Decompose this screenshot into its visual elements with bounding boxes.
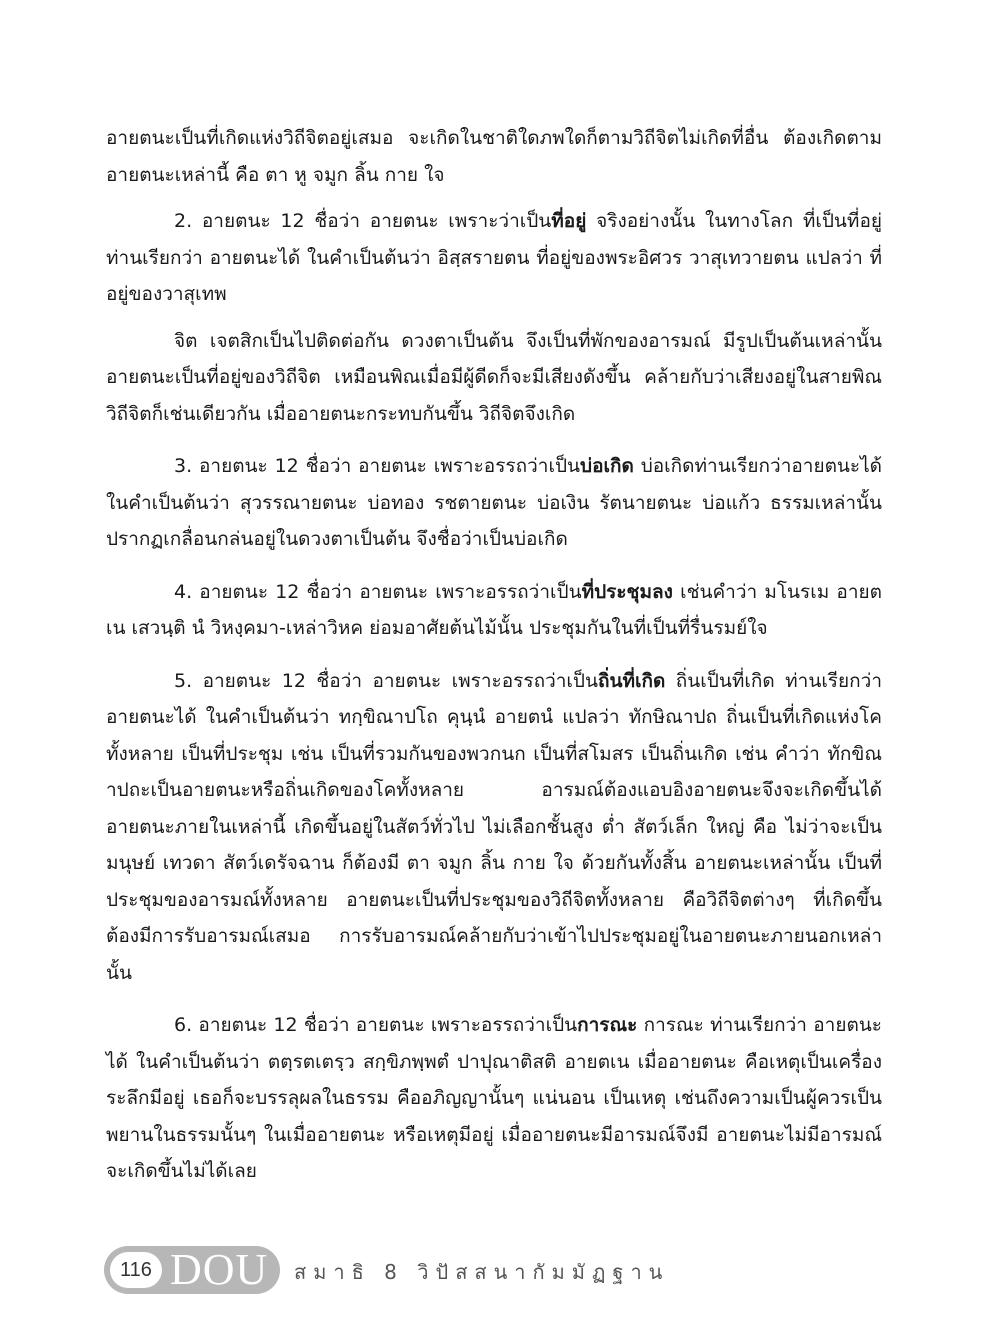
item-3-keyword: บ่อเกิด xyxy=(580,455,634,477)
paragraph-item-6 xyxy=(106,1007,882,1190)
page-footer xyxy=(104,1246,684,1296)
book-title: สมาธิ 8 วิปัสสนากัมมัฏฐาน xyxy=(294,1260,670,1284)
page-body xyxy=(106,120,882,1190)
paragraph-item-3 xyxy=(106,448,882,558)
paragraph-item-4 xyxy=(106,574,882,647)
item-5-keyword: ถิ่นที่เกิด xyxy=(597,669,666,692)
item-3-text: 3. อายตนะ 12 ชื่อว่า อายตนะ เพราะอรรถว่าเป็น xyxy=(174,455,581,477)
paragraph-citta: จิต เจตสิกเป็นไปติดต่อกัน ดวงตาเป็นต้น จึงเป็นที่พักของอารมณ์ มีรูปเป็นต้นเหล่านั้น อายตนะเป็นที่อยู่ของวิถีจิต เหมือนพิณเมื่อมีผู้ดีดก็จะมีเสียงดังขึ้น คล้ายกับว่าเสียงอยู่ในสายพิณ วิถีจิตก็เช่นเดียวกัน เมื่ออายตนะกระทบกันขึ้น วิถีจิตจึงเกิด xyxy=(106,329,882,425)
item-6-text-rest: การณะ ท่านเรียกว่า อายตนะได้ ในคำเป็นต้นว่า ตตฺรตเตรฺว สกฺขิภพฺพตํ ปาปุณาติสติ อายตเน เมื่ออายตนะ คือเหตุเป็นเครื่องระลึกมีอยู่ เธอก็จะบรรลุผลในธรรม คืออภิญญานั้นๆ แน่นอน เป็นเหตุ เช่นถึงความเป็นผู้ควรเป็นพยานในธรรมนั้นๆ ในเมื่ออายตนะ หรือเหตุมีอยู่ เมื่ออายตนะมีอารมณ์จึงมี อายตนะไม่มีอารมณ์จะเกิดขึ้นไม่ได้เลย xyxy=(106,1014,882,1182)
page-number: 116 xyxy=(110,1252,162,1288)
item-2-text-rest: จริงอย่างนั้น ในทางโลก ที่เป็นที่อยู่ท่านเรียกว่า อายตนะได้ ในคำเป็นต้นว่า อิสฺสรายตน ที่อยู่ของพระอิศวร วาสุเทวายตน แปลว่า ที่อยู่ของวาสุเทพ xyxy=(106,210,882,305)
item-5-text: 5. อายตนะ 12 ชื่อว่า อายตนะ เพราะอรรถว่าเป็น xyxy=(174,669,598,692)
dou-logo: DOU xyxy=(170,1245,269,1294)
item-5-text-rest: ถิ่นเป็นที่เกิด ท่านเรียกว่า อายตนะได้ ในคำเป็นต้นว่า ทกฺขิณาปโถ คุนฺนํ อายตนํ แปลว่า ทักษิณาปถ ถิ่นเป็นที่เกิดแห่งโคทั้งหลาย เป็นที่ประชุม เช่น เป็นที่รวมกันของพวกนก เป็นที่สโมสร เป็นถิ่นเกิด เช่น คำว่า ทักขิณาปถะเป็นอายตนะหรือถิ่นเกิดของโคทั้งหลาย อารมณ์ต้องแอบอิงอายตนะจึงจะเกิดขึ้นได้ อายตนะภายในเหล่านี้ เกิดขึ้นอยู่ในสัตว์ทั่วไป ไม่เลือกชั้นสูง ต่ำ สัตว์เล็ก ใหญ่ คือ ไม่ว่าจะเป็นมนุษย์ เทวดา สัตว์เดรัจฉาน ก็ต้องมี ตา จมูก ลิ้น กาย ใจ ด้วยกันทั้งสิ้น อายตนะเหล่านั้น เป็นที่ประชุมของอารมณ์ทั้งหลาย อายตนะเป็นที่ประชุมของวิถีจิตทั้งหลาย คือวิถีจิตต่างๆ ที่เกิดขึ้น ต้องมีการรับอารมณ์เสมอ การรับอารมณ์คล้ายกับว่าเข้าไปประชุมอยู่ในอายตนะภายนอกเหล่านั้น xyxy=(106,669,882,984)
item-6-text: 6. อายตนะ 12 ชื่อว่า อายตนะ เพราะอรรถว่าเป็น xyxy=(174,1014,578,1036)
paragraph-item-2 xyxy=(106,203,882,313)
item-2-text: 2. อายตนะ 12 ชื่อว่า อายตนะ เพราะว่าเป็น xyxy=(174,210,552,232)
paragraph-intro: อายตนะเป็นที่เกิดแห่งวิถีจิตอยู่เสมอ จะเกิดในชาติใดภพใดก็ตามวิถีจิตไม่เกิดที่อื่น ต้องเกิดตามอายตนะเหล่านี้ คือ ตา หู จมูก ลิ้น กาย ใจ xyxy=(106,127,882,186)
item-2-keyword: ที่อยู่ xyxy=(551,210,587,232)
item-6-keyword: การณะ xyxy=(577,1014,638,1036)
item-3-text-rest: บ่อเกิดท่านเรียกว่าอายตนะได้ ในคำเป็นต้นว่า สุวรรณายตนะ บ่อทอง รชตายตนะ บ่อเงิน รัตนายตนะ บ่อแก้ว ธรรมเหล่านั้น ปรากฏเกลื่อนกล่นอยู่ในดวงตาเป็นต้น จึงชื่อว่าเป็นบ่อเกิด xyxy=(106,455,883,550)
item-4-text: 4. อายตนะ 12 ชื่อว่า อายตนะ เพราะอรรถว่าเป็น xyxy=(174,580,582,603)
paragraph-item-5 xyxy=(106,663,882,992)
item-4-keyword: ที่ประชุมลง xyxy=(581,580,673,603)
item-4-text-rest: เช่นคำว่า มโนรเม อายตเน เสวนฺติ นํ วิหงฺคมา-เหล่าวิหค ย่อมอาศัยต้นไม้นั้น ประชุมกันในที่เป็นที่รื่นรมย์ใจ xyxy=(106,580,882,639)
footer-badge xyxy=(104,1246,280,1294)
